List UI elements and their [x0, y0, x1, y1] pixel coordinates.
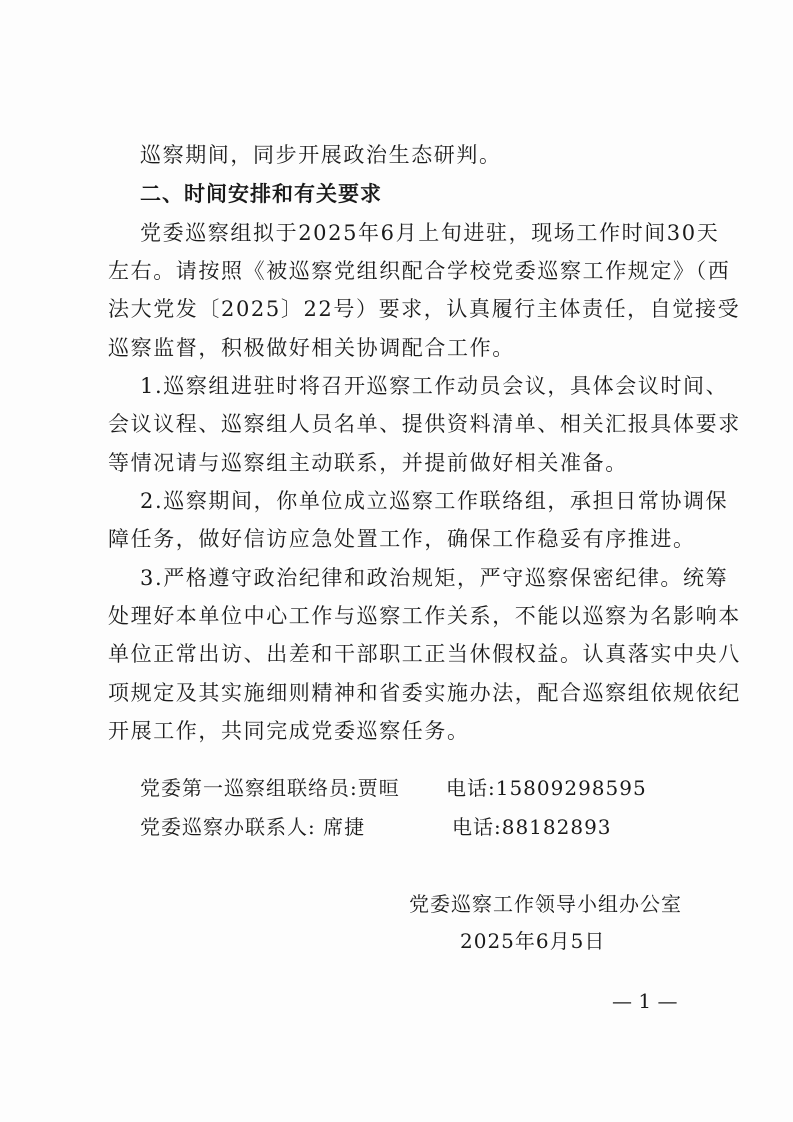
paragraph-line: 等情况请与巡察组主动联系，并提前做好相关准备。	[108, 451, 628, 475]
contact-name: 党委第一巡察组联络员:贾晅	[140, 776, 400, 800]
paragraph-line: 巡察监督，积极做好相关协调配合工作。	[108, 336, 515, 360]
paragraph-line: 障任务，做好信访应急处置工作，确保工作稳妥有序推进。	[108, 527, 696, 551]
paragraph-line: 巡察期间，同步开展政治生态研判。	[140, 143, 502, 167]
paragraph-line: 3.严格遵守政治纪律和政治规矩，严守巡察保密纪律。统筹	[140, 566, 729, 590]
signing-office: 党委巡察工作领导小组办公室	[409, 892, 682, 916]
paragraph-line: 党委巡察组拟于2025年6月上旬进驻，现场工作时间30天	[140, 221, 720, 245]
paragraph-line: 开展工作，共同完成党委巡察任务。	[108, 719, 470, 743]
paragraph-line: 左右。请按照《被巡察党组织配合学校党委巡察工作规定》（西	[108, 259, 731, 283]
contact-name: 党委巡察办联系人: 席捷	[140, 815, 366, 839]
paragraph-line: 法大党发〔2025〕22号）要求，认真履行主体责任，自觉接受	[108, 297, 741, 321]
paragraph-line: 项规定及其实施细则精神和省委实施办法，配合巡察组依规依纪	[108, 681, 741, 705]
signing-date: 2025年6月5日	[460, 929, 606, 953]
paragraph-line: 2.巡察期间，你单位成立巡察工作联络组，承担日常协调保	[140, 489, 729, 513]
paragraph-line: 单位正常出访、出差和干部职工正当休假权益。认真落实中央八	[108, 642, 741, 666]
section-heading: 二、时间安排和有关要求	[140, 182, 382, 206]
paragraph-line: 处理好本单位中心工作与巡察工作关系，不能以巡察为名影响本	[108, 604, 741, 628]
paragraph-line: 1.巡察组进驻时将召开巡察工作动员会议，具体会议时间、	[140, 374, 729, 398]
page-number: — 1 —	[612, 989, 678, 1013]
paragraph-line: 会议议程、巡察组人员名单、提供资料清单、相关汇报具体要求	[108, 412, 741, 436]
contact-phone: 电话:15809298595	[446, 776, 647, 800]
contact-phone: 电话:88182893	[452, 815, 612, 839]
